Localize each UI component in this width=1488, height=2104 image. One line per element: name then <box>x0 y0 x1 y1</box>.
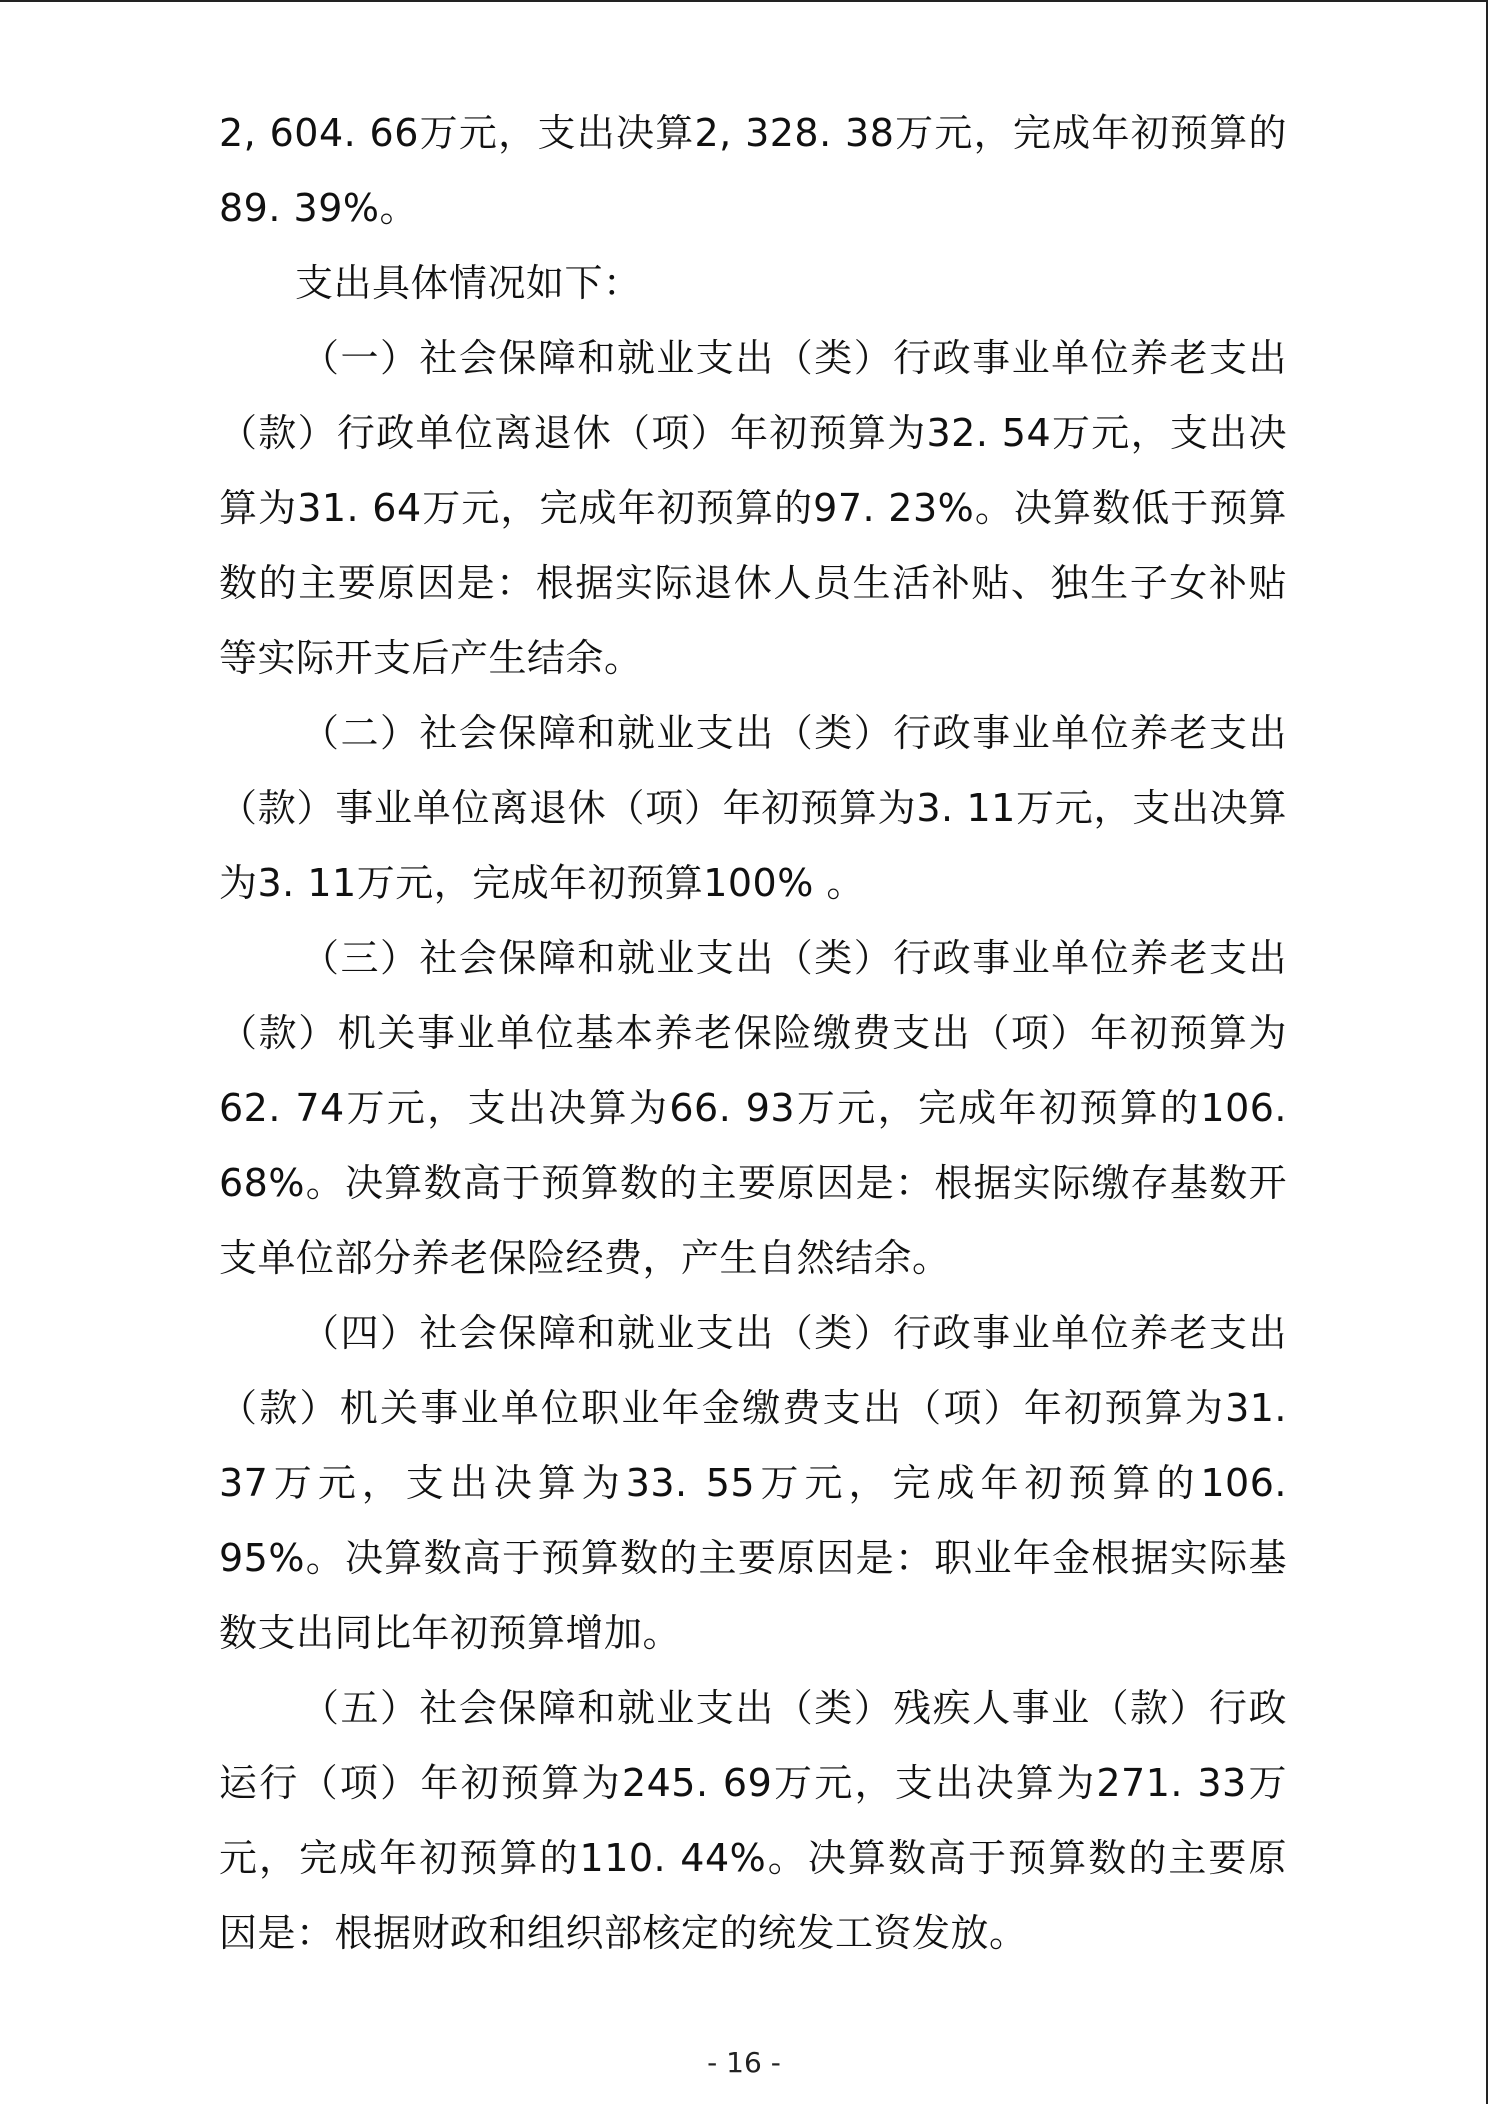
paragraph-detail-heading: 支出具体情况如下： <box>295 261 642 305</box>
paragraph-intro: 2, 604. 66万元，支出决算2, 328. 38万元，完成年初预算的89. 39%。 <box>219 111 1287 230</box>
paragraph-item-3: （三）社会保障和就业支出（类）行政事业单位养老支出（款）机关事业单位基本养老保险缴费支出（项）年初预算为62. 74万元，支出决算为66. 93万元，完成年初预算的106. 68%。决算数高于预算数的主要原因是：根据实际缴存基数开支单位部分养老保险经费，产生自然结余。 <box>219 936 1287 1280</box>
paragraph-item-1: （一）社会保障和就业支出（类）行政事业单位养老支出（款）行政单位离退休（项）年初预算为32. 54万元，支出决算为31. 64万元，完成年初预算的97. 23%。决算数低于预算数的主要原因是：根据实际退休人员生活补贴、独生子女补贴等实际开支后产生结余。 <box>219 336 1287 680</box>
document-body <box>219 96 1287 1971</box>
paragraph-item-4: （四）社会保障和就业支出（类）行政事业单位养老支出（款）机关事业单位职业年金缴费支出（项）年初预算为31. 37万元，支出决算为33. 55万元，完成年初预算的106. 95%。决算数高于预算数的主要原因是：职业年金根据实际基数支出同比年初预算增加。 <box>219 1311 1287 1655</box>
paragraph-item-2: （二）社会保障和就业支出（类）行政事业单位养老支出（款）事业单位离退休（项）年初预算为3. 11万元，支出决算为3. 11万元，完成年初预算100% 。 <box>219 711 1287 905</box>
paragraph-item-5: （五）社会保障和就业支出（类）残疾人事业（款）行政运行（项）年初预算为245. 69万元，支出决算为271. 33万元，完成年初预算的110. 44%。决算数高于预算数的主要原因是：根据财政和组织部核定的统发工资发放。 <box>219 1686 1287 1955</box>
page-top-border <box>0 0 1488 2</box>
page-number: - 16 - <box>707 2046 781 2079</box>
